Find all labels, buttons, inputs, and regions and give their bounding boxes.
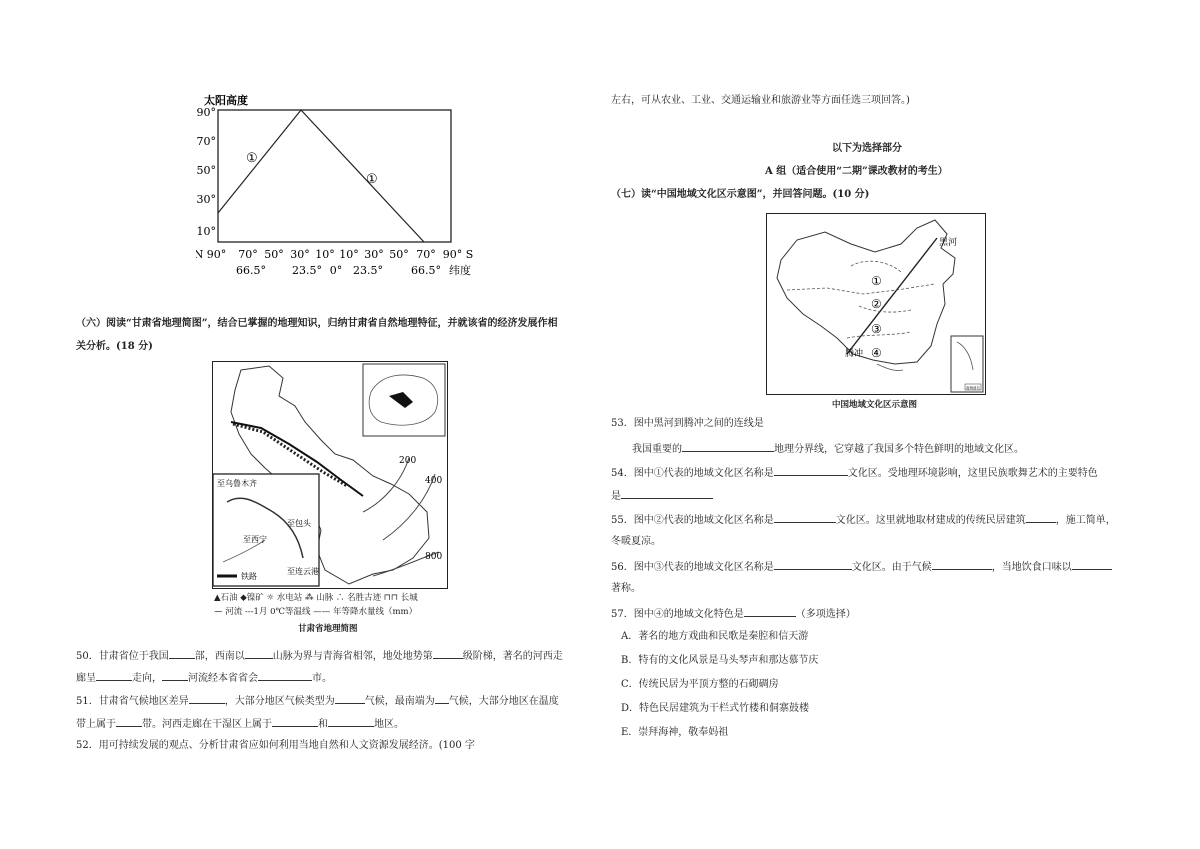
q56-line2: 著称。 <box>611 583 641 594</box>
q57-text: 57．图中④的地域文化特色是 <box>611 609 744 620</box>
blank[interactable] <box>682 441 774 452</box>
blank[interactable] <box>774 512 836 523</box>
xtick: 70° <box>416 248 436 261</box>
section-title: 以下为选择部分 <box>832 143 902 154</box>
blank[interactable] <box>744 606 796 617</box>
region-label: ② <box>871 297 882 311</box>
place-label: 至西宁 <box>243 535 267 544</box>
q52-text: 52．用可持续发展的观点、分析甘肃省应如何利用当地自然和人文资源发展经济。(100 字 <box>76 740 475 751</box>
blank[interactable] <box>245 648 273 659</box>
q50-text: 级阶梯，著名的河西走 <box>462 651 563 662</box>
q50-text: 市。 <box>312 673 332 684</box>
q54-line2 <box>611 488 713 504</box>
region-label: ④ <box>871 346 882 360</box>
option-d[interactable]: D．特色民居建筑为干栏式竹楼和侗寨鼓楼 <box>621 703 810 714</box>
blank[interactable] <box>774 465 848 476</box>
china-map-caption: 中国地域文化区示意图 <box>832 400 918 410</box>
ytick: 70° <box>196 135 216 148</box>
xsub: 0° <box>329 264 343 277</box>
q50-text: 走向， <box>132 673 162 684</box>
ytick: 50° <box>196 164 216 177</box>
region-label: ③ <box>871 322 882 336</box>
q56-text: 文化区。由于气候 <box>851 562 932 573</box>
q57-text: （多项选择） <box>795 609 856 620</box>
place-label: 至连云港 <box>287 567 319 576</box>
q54-line1 <box>611 465 1098 481</box>
blank[interactable] <box>328 716 374 727</box>
china-culture-map <box>766 213 986 395</box>
gansu-caption: 甘肃省地理简图 <box>298 624 358 634</box>
blank[interactable] <box>169 648 195 659</box>
option-a[interactable]: A．著名的地方戏曲和民歌是秦腔和信天游 <box>621 631 809 642</box>
q53-text: 我国重要的 <box>632 444 682 455</box>
gansu-legend-1: ▲石油 ◆镍矿 ☼ 水电站 ⁂ 山脉 ∴ 名胜古迹 ⊓⊓ 长城 <box>214 593 418 603</box>
xtick: N 90° <box>196 248 227 261</box>
heihe-label: 黑河 <box>939 238 958 248</box>
q56-text: ，当地饮食口味以 <box>991 562 1072 573</box>
group-title: A 组（适合使用“二期”课改教材的考生） <box>765 166 948 177</box>
q53-line2 <box>632 441 1024 457</box>
q51-text: 带。河西走廊在干湿区上属于 <box>142 719 272 730</box>
region-label: ① <box>871 274 882 288</box>
sun-altitude-chart <box>196 92 486 282</box>
q55-text: 55．图中②代表的地域文化区名称是 <box>611 515 774 526</box>
q7-header: （七）读“中国地域文化区示意图”，并回答问题。(10 分) <box>611 189 870 200</box>
q50-text: 山脉为界与青海省相邻，地处地势第 <box>272 651 433 662</box>
blank[interactable] <box>258 670 312 681</box>
ytick: 90° <box>196 106 216 119</box>
q50-text: 部，西南以 <box>194 651 245 662</box>
q54-text: 54．图中①代表的地域文化区名称是 <box>611 468 774 479</box>
q51-text: 气候，大部分地区在温度 <box>448 696 559 707</box>
q51-text: 和 <box>318 719 328 730</box>
sun-line <box>218 110 424 242</box>
gansu-map-svg <box>213 362 447 588</box>
q51-text: 气候，最南端为 <box>364 696 435 707</box>
q56-text: 56．图中③代表的地域文化区名称是 <box>611 562 774 573</box>
blank[interactable] <box>116 716 142 727</box>
xtick: 50° <box>264 248 284 261</box>
blank[interactable] <box>621 488 713 499</box>
place-label: 至乌鲁木齐 <box>217 479 257 488</box>
contour-label: 800 <box>425 552 443 562</box>
q50-text: 廊呈 <box>76 673 96 684</box>
blank[interactable] <box>272 716 318 727</box>
line-label-2: ① <box>366 172 378 187</box>
q50-text: 50．甘肃省位于我国 <box>76 651 169 662</box>
xsub: 66.5° <box>411 264 441 277</box>
rail-legend: 铁路 <box>241 572 257 581</box>
gansu-map <box>212 361 448 589</box>
q6-line1: （六）阅读“甘肃省地理简图”，结合已掌握的地理知识，归纳甘肃省自然地理特征，并就该省的经济发展作相 <box>76 318 558 329</box>
blank[interactable] <box>96 670 132 681</box>
q57-line <box>611 606 856 622</box>
xsub: 23.5° <box>292 264 322 277</box>
contour-label: 200 <box>399 456 417 466</box>
xtick: 70° <box>238 248 258 261</box>
q53-text: 53．图中黑河到腾冲之间的连线是 <box>611 418 764 429</box>
place-label: 至包头 <box>287 519 311 528</box>
china-culture-svg <box>767 214 985 394</box>
q51-text: 带上属于 <box>76 719 116 730</box>
xtick: 30° <box>364 248 384 261</box>
xsub: 纬度 <box>449 264 471 277</box>
q54-text: 是 <box>611 491 621 502</box>
blank[interactable] <box>774 559 852 570</box>
blank[interactable] <box>932 559 992 570</box>
blank[interactable] <box>1072 559 1112 570</box>
q51-line1 <box>76 693 559 709</box>
gansu-legend-2: ⁓ 河流 ---1月 0℃等温线 —— 年等降水量线（mm） <box>214 607 418 617</box>
xtick: 50° <box>389 248 409 261</box>
option-b[interactable]: B．特有的文化风景是马头琴声和那达慕节庆 <box>621 655 819 666</box>
blank[interactable] <box>189 693 225 704</box>
xsub: 66.5° <box>236 264 266 277</box>
sun-altitude-svg <box>196 92 486 282</box>
q55-text: ，施工简单， <box>1055 515 1116 526</box>
xtick: 90° S <box>442 248 474 261</box>
tengchong-label: 腾冲 <box>845 349 864 359</box>
q55-text: 文化区。这里就地取材建成的传统民居建筑 <box>835 515 1026 526</box>
ytick: 10° <box>196 225 216 238</box>
line-label-1: ① <box>246 151 258 166</box>
xtick: 10° <box>315 248 335 261</box>
q52-continued: 左右，可从农业、工业、交通运输业和旅游业等方面任选三项回答。) <box>611 95 910 106</box>
q56-line1 <box>611 559 1112 575</box>
q50-line1 <box>76 648 563 664</box>
q55-line2: 冬暖夏凉。 <box>611 536 661 547</box>
inset-label: 南海诸岛 <box>966 386 980 390</box>
option-e[interactable]: E．崇拜海神，敬奉妈祖 <box>621 727 729 738</box>
xsub: 23.5° <box>353 264 383 277</box>
q6-line2: 关分析。(18 分) <box>76 341 153 352</box>
blank[interactable] <box>162 670 188 681</box>
q51-text: 51．甘肃省气候地区差异 <box>76 696 189 707</box>
option-c[interactable]: C．传统民居为平顶方整的石砌碉房 <box>621 679 779 690</box>
blank[interactable] <box>335 693 365 704</box>
xtick: 30° <box>290 248 310 261</box>
q53-text: 地理分界线，它穿越了我国多个特色鲜明的地域文化区。 <box>774 444 1024 455</box>
q50-line2 <box>76 670 332 686</box>
q51-text: ，大部分地区气候类型为 <box>224 696 335 707</box>
ytick: 30° <box>196 193 216 206</box>
contour-label: 400 <box>425 476 443 486</box>
blank[interactable] <box>435 693 449 704</box>
blank[interactable] <box>433 648 463 659</box>
chart-ylabel: 太阳高度 <box>204 94 248 107</box>
q50-text: 河流经本省省会 <box>188 673 258 684</box>
q54-text: 文化区。受地理环境影响，这里民族歌舞艺术的主要特色 <box>847 468 1098 479</box>
xtick: 10° <box>339 248 359 261</box>
chart-frame <box>218 110 451 242</box>
blank[interactable] <box>1026 512 1056 523</box>
q51-line2 <box>76 716 404 732</box>
q55-line1 <box>611 512 1116 528</box>
q51-text: 地区。 <box>374 719 404 730</box>
